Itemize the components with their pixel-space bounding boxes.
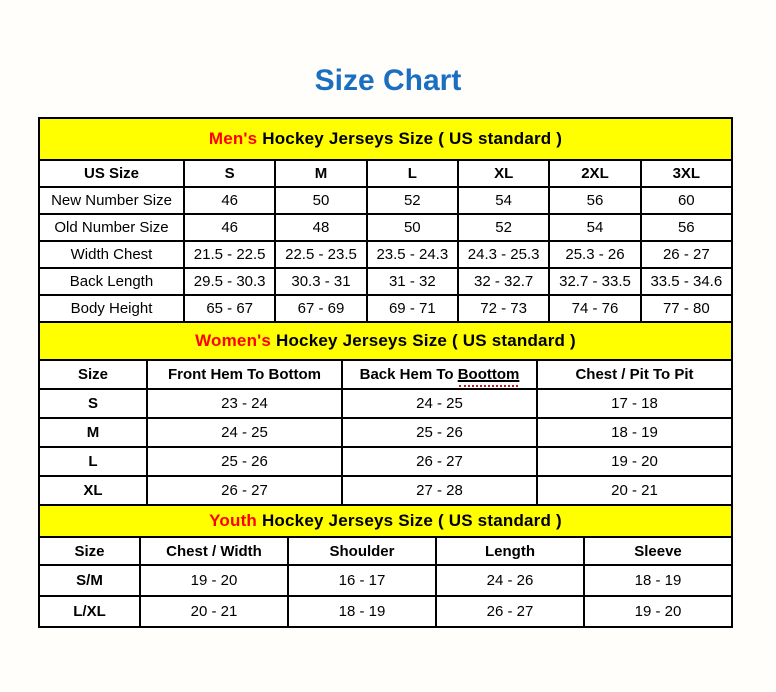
- size-value: 20 - 21: [537, 476, 732, 505]
- size-value: 77 - 80: [641, 295, 732, 322]
- table-row: [39, 241, 732, 268]
- size-value: 24 - 25: [147, 418, 342, 447]
- size-value: 22.5 - 23.5: [275, 241, 366, 268]
- row-label: S/M: [39, 565, 140, 596]
- size-value: 19 - 20: [537, 447, 732, 476]
- row-label: New Number Size: [39, 187, 184, 214]
- column-header: US Size: [39, 160, 184, 187]
- column-header: Length: [436, 537, 584, 565]
- row-label: XL: [39, 476, 147, 505]
- size-table-youth: [38, 504, 733, 628]
- size-value: 54: [458, 187, 549, 214]
- banner-text: Hockey Jerseys Size ( US standard ): [257, 129, 563, 148]
- table-row: [39, 295, 732, 322]
- section-banner: [39, 322, 732, 360]
- size-value: 24.3 - 25.3: [458, 241, 549, 268]
- size-value: 25 - 26: [342, 418, 537, 447]
- size-value: 16 - 17: [288, 565, 436, 596]
- banner-text: Hockey Jerseys Size ( US standard ): [271, 331, 576, 350]
- size-value: 20 - 21: [140, 596, 288, 627]
- size-value: 23 - 24: [147, 389, 342, 418]
- column-header: L: [367, 160, 458, 187]
- size-value: 74 - 76: [549, 295, 640, 322]
- size-table-womens: [38, 321, 733, 506]
- size-value: 31 - 32: [367, 268, 458, 295]
- size-value: 19 - 20: [584, 596, 732, 627]
- size-value: 26 - 27: [436, 596, 584, 627]
- row-label: M: [39, 418, 147, 447]
- table-row: [39, 418, 732, 447]
- row-label: S: [39, 389, 147, 418]
- size-value: 26 - 27: [147, 476, 342, 505]
- table-row: [39, 476, 732, 505]
- misspelled-word: Boottom: [457, 366, 520, 383]
- column-header: Front Hem To Bottom: [147, 360, 342, 389]
- size-value: 56: [641, 214, 732, 241]
- column-header: Back Hem To Boottom: [342, 360, 537, 389]
- column-header: Chest / Width: [140, 537, 288, 565]
- size-value: 52: [367, 187, 458, 214]
- row-label: L: [39, 447, 147, 476]
- size-value: 52: [458, 214, 549, 241]
- size-value: 17 - 18: [537, 389, 732, 418]
- column-header: Chest / Pit To Pit: [537, 360, 732, 389]
- column-header: S: [184, 160, 275, 187]
- size-value: 67 - 69: [275, 295, 366, 322]
- size-value: 30.3 - 31: [275, 268, 366, 295]
- size-value: 32 - 32.7: [458, 268, 549, 295]
- row-label: Back Length: [39, 268, 184, 295]
- table-row: [39, 268, 732, 295]
- column-header: M: [275, 160, 366, 187]
- size-value: 56: [549, 187, 640, 214]
- size-chart-tables: [38, 117, 733, 628]
- size-table-mens: [38, 117, 733, 323]
- size-value: 26 - 27: [342, 447, 537, 476]
- size-value: 46: [184, 214, 275, 241]
- size-value: 27 - 28: [342, 476, 537, 505]
- size-value: 65 - 67: [184, 295, 275, 322]
- size-value: 54: [549, 214, 640, 241]
- size-value: 24 - 26: [436, 565, 584, 596]
- size-value: 18 - 19: [288, 596, 436, 627]
- size-value: 46: [184, 187, 275, 214]
- size-value: 48: [275, 214, 366, 241]
- size-value: 18 - 19: [584, 565, 732, 596]
- banner-highlight: Men's: [208, 129, 258, 148]
- table-row: [39, 565, 732, 596]
- size-value: 60: [641, 187, 732, 214]
- size-value: 50: [275, 187, 366, 214]
- row-label: Width Chest: [39, 241, 184, 268]
- column-header: Size: [39, 537, 140, 565]
- column-header: 3XL: [641, 160, 732, 187]
- column-header: Shoulder: [288, 537, 436, 565]
- row-label: Old Number Size: [39, 214, 184, 241]
- size-value: 50: [367, 214, 458, 241]
- size-value: 18 - 19: [537, 418, 732, 447]
- row-label: L/XL: [39, 596, 140, 627]
- column-header: 2XL: [549, 160, 640, 187]
- size-value: 23.5 - 24.3: [367, 241, 458, 268]
- banner-text: Hockey Jerseys Size ( US standard ): [257, 511, 562, 530]
- size-value: 21.5 - 22.5: [184, 241, 275, 268]
- size-value: 72 - 73: [458, 295, 549, 322]
- size-value: 25 - 26: [147, 447, 342, 476]
- size-value: 29.5 - 30.3: [184, 268, 275, 295]
- table-row: [39, 214, 732, 241]
- banner-highlight: Women's: [195, 331, 272, 350]
- size-value: 69 - 71: [367, 295, 458, 322]
- section-banner: [39, 118, 732, 160]
- size-value: 25.3 - 26: [549, 241, 640, 268]
- table-row: [39, 389, 732, 418]
- table-row: [39, 447, 732, 476]
- size-value: 32.7 - 33.5: [549, 268, 640, 295]
- section-banner: [39, 505, 732, 537]
- size-value: 19 - 20: [140, 565, 288, 596]
- table-row: [39, 187, 732, 214]
- size-value: 24 - 25: [342, 389, 537, 418]
- column-header: XL: [458, 160, 549, 187]
- table-row: [39, 596, 732, 627]
- banner-highlight: Youth: [209, 511, 258, 530]
- size-value: 26 - 27: [641, 241, 732, 268]
- column-header: Size: [39, 360, 147, 389]
- column-header: Sleeve: [584, 537, 732, 565]
- page-title: Size Chart: [314, 64, 462, 97]
- size-value: 33.5 - 34.6: [641, 268, 732, 295]
- row-label: Body Height: [39, 295, 184, 322]
